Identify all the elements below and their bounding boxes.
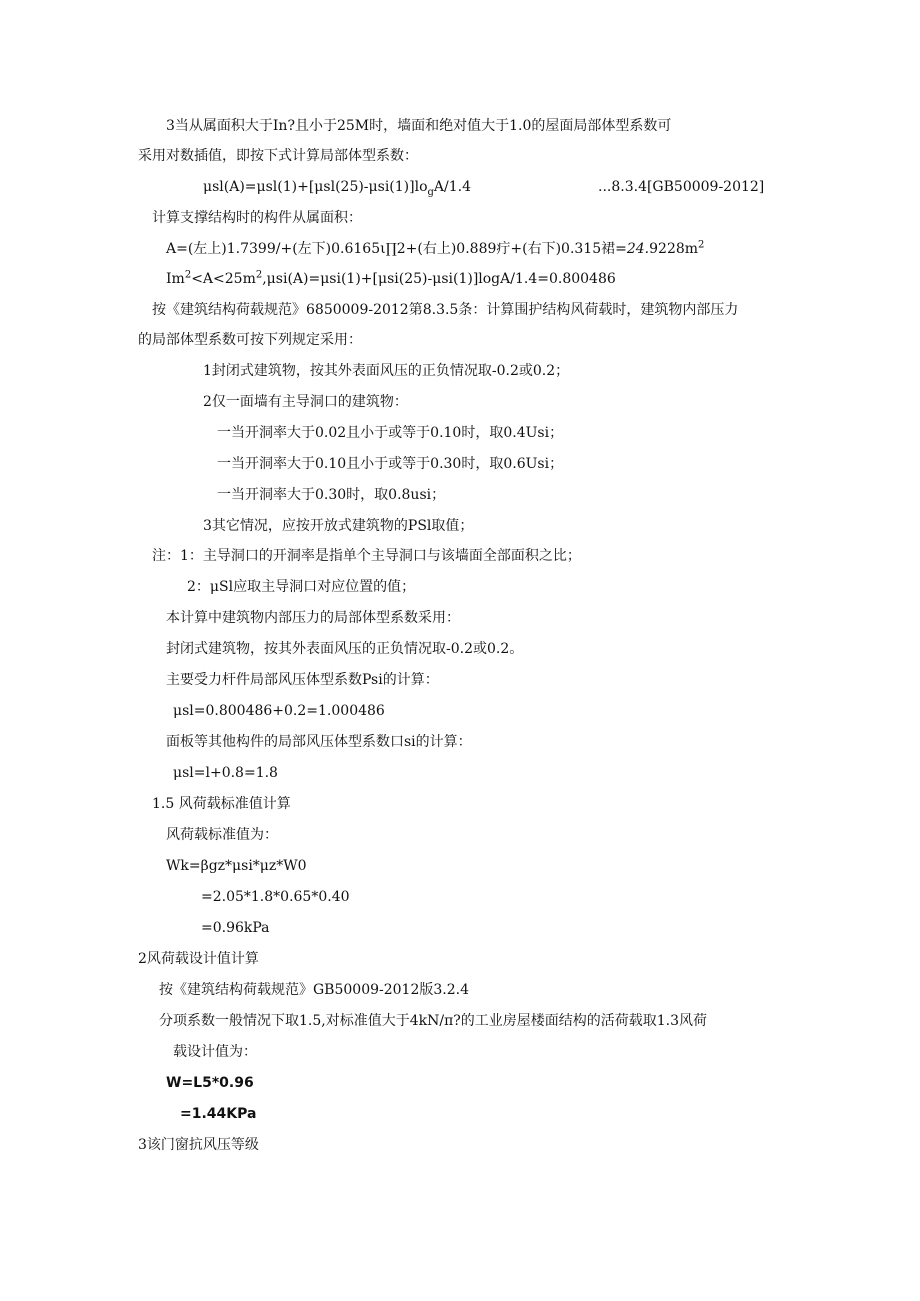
formula-text: ,μsi(A)=μsi(1)+[μsi(25)-μsi(1)]logA/1.4=0.800486 xyxy=(262,271,616,287)
list-subitem: 一当开洞率大于0.02且小于或等于0.10时，取0.4Usi； xyxy=(217,425,564,441)
formula-line: Wk=βgz*μsi*μz*W0 xyxy=(166,858,307,874)
formula-text: 9228m xyxy=(649,241,699,257)
formula-line xyxy=(166,269,616,289)
list-subitem: 一当开洞率大于0.10且小于或等于0.30时，取0.6Usi； xyxy=(217,456,564,472)
formula-text: A=(左上)1.7399/+(左下)0.6165ι∏2+(右上)0.889疔+(右下)0.315裙= xyxy=(166,241,627,257)
formula-text: 24. xyxy=(626,241,650,257)
note-line: 2：μSl应取主导洞口对应位置的值； xyxy=(187,579,416,595)
section-heading: 2风荷载设计值计算 xyxy=(138,951,259,967)
list-subitem: 一当开洞率大于0.30时，取0.8usi； xyxy=(217,487,446,503)
list-item: 2仅一面墙有主导洞口的建筑物： xyxy=(203,394,408,410)
list-item: 1封闭式建筑物，按其外表面风压的正负情况取-0.2或0.2； xyxy=(203,363,570,379)
formula-text: A/1.4 xyxy=(433,179,471,195)
formula-line: =2.05*1.8*0.65*0.40 xyxy=(201,889,350,905)
paragraph-line: 计算支撑结构时的构件从属面积： xyxy=(152,210,362,226)
paragraph-line: 按《建筑结构荷载规范》GB50009-2012版3.2.4 xyxy=(159,982,469,998)
formula-line: =0.96kPa xyxy=(201,920,270,936)
formula-text: <A<25m xyxy=(191,271,256,287)
paragraph-line: 载设计值为： xyxy=(173,1044,257,1060)
formula-line xyxy=(166,239,704,259)
paragraph-line: 3当从属面积大于In?且小于25M时，墙面和绝对值大于1.0的屋面局部体型系数可 xyxy=(166,118,672,134)
section-heading: 3该门窗抗风压等级 xyxy=(138,1137,259,1153)
paragraph-line: 分项系数一般情况下取1.5,对标准值大于4kN/π?的工业房屋楼面结构的活荷载取1.3风荷 xyxy=(159,1013,708,1029)
formula-line-bold: =1.44KPa xyxy=(180,1106,257,1122)
paragraph-line: 按《建筑结构荷载规范》6850009-2012第8.3.5条：计算围护结构风荷载时，建筑物内部压力 xyxy=(152,302,739,318)
formula-superscript: 2 xyxy=(184,269,192,281)
formula-line: μsl=0.800486+0.2=1.000486 xyxy=(173,703,385,719)
formula-reference: ...8.3.4[GB50009-2012] xyxy=(598,179,765,195)
paragraph-line: 的局部体型系数可按下列规定采用： xyxy=(138,332,362,348)
paragraph-line: 主要受力杆件局部风压体型系数Psi的计算： xyxy=(166,672,439,688)
formula-line xyxy=(203,177,471,197)
formula-superscript: 2 xyxy=(255,269,263,281)
paragraph-line: 本计算中建筑物内部压力的局部体型系数采用： xyxy=(166,610,460,626)
formula-superscript: 2 xyxy=(698,239,705,251)
formula-line-bold: W=L5*0.96 xyxy=(166,1075,254,1091)
formula-text: μsl(A)=μsl(1)+[μsl(25)-μsi(1)]lo xyxy=(203,179,428,195)
paragraph-line: 采用对数插值，即按下式计算局部体型系数： xyxy=(138,148,418,164)
paragraph-line: 面板等其他构件的局部风压体型系数口si的计算： xyxy=(166,734,472,750)
list-item: 3其它情况，应按开放式建筑物的PSl取值； xyxy=(203,518,474,534)
formula-subscript: g xyxy=(427,186,434,198)
section-heading: 1.5 风荷载标准值计算 xyxy=(152,796,291,812)
paragraph-line: 风荷载标准值为： xyxy=(166,827,278,843)
note-line: 注：1：主导洞口的开洞率是指单个主导洞口与该墙面全部面积之比； xyxy=(152,548,581,564)
formula-line: μsl=l+0.8=1.8 xyxy=(173,765,278,781)
paragraph-line: 封闭式建筑物，按其外表面风压的正负情况取-0.2或0.2。 xyxy=(166,641,524,657)
formula-text: Im xyxy=(166,271,185,287)
